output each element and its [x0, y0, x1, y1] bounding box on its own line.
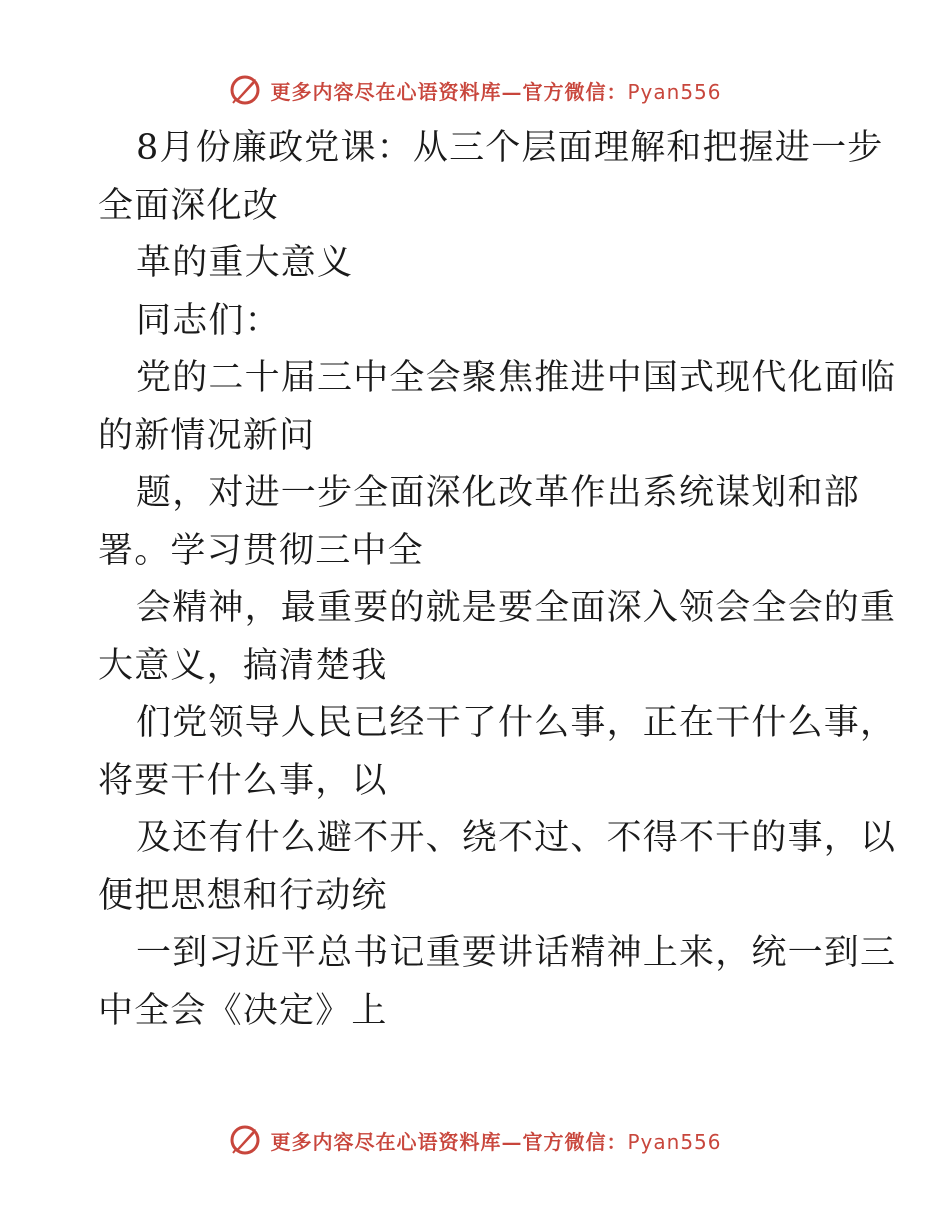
paragraph-line: 及还有什么避不开、绕不过、不得不干的事，以 — [136, 818, 897, 858]
paragraph-line: 便把思想和行动统 — [98, 875, 388, 916]
quill-pen-circle-icon — [228, 73, 262, 107]
paragraph-line: 们党领导人民已经干了什么事，正在干什么事， — [136, 703, 897, 743]
paragraph-line: 将要干什么事，以 — [98, 760, 388, 801]
quill-pen-circle-icon — [228, 1123, 262, 1157]
paragraph-line: 题，对进一步全面深化改革作出系统谋划和部 — [136, 473, 861, 513]
header-watermark — [0, 70, 950, 110]
paragraph-line: 的新情况新问 — [98, 415, 316, 456]
watermark-text: 更多内容尽在心语资料库—官方微信：Pyan556 — [270, 79, 722, 104]
wechat-id: Pyan556 — [627, 79, 722, 104]
title-line-1: 8月份廉政党课：从三个层面理解和把握进一步 — [136, 128, 884, 168]
document-body — [98, 120, 897, 1040]
watermark-text: 更多内容尽在心语资料库—官方微信：Pyan556 — [270, 1129, 722, 1154]
title-line-2: 全面深化改 — [98, 185, 280, 226]
paragraph-line: 署。学习贯彻三中全 — [98, 530, 424, 571]
wechat-id: Pyan556 — [627, 1129, 722, 1154]
salutation: 同志们： — [136, 300, 281, 341]
paragraph-line: 会精神，最重要的就是要全面深入领会全会的重 — [136, 588, 897, 628]
footer-watermark — [0, 1120, 950, 1160]
title-line-3: 革的重大意义 — [136, 243, 354, 283]
paragraph-line: 中全会《决定》上 — [98, 990, 388, 1031]
paragraph-line: 一到习近平总书记重要讲话精神上来，统一到三 — [136, 933, 897, 973]
paragraph-line: 党的二十届三中全会聚焦推进中国式现代化面临 — [136, 358, 897, 398]
paragraph-line: 大意义，搞清楚我 — [98, 645, 388, 686]
